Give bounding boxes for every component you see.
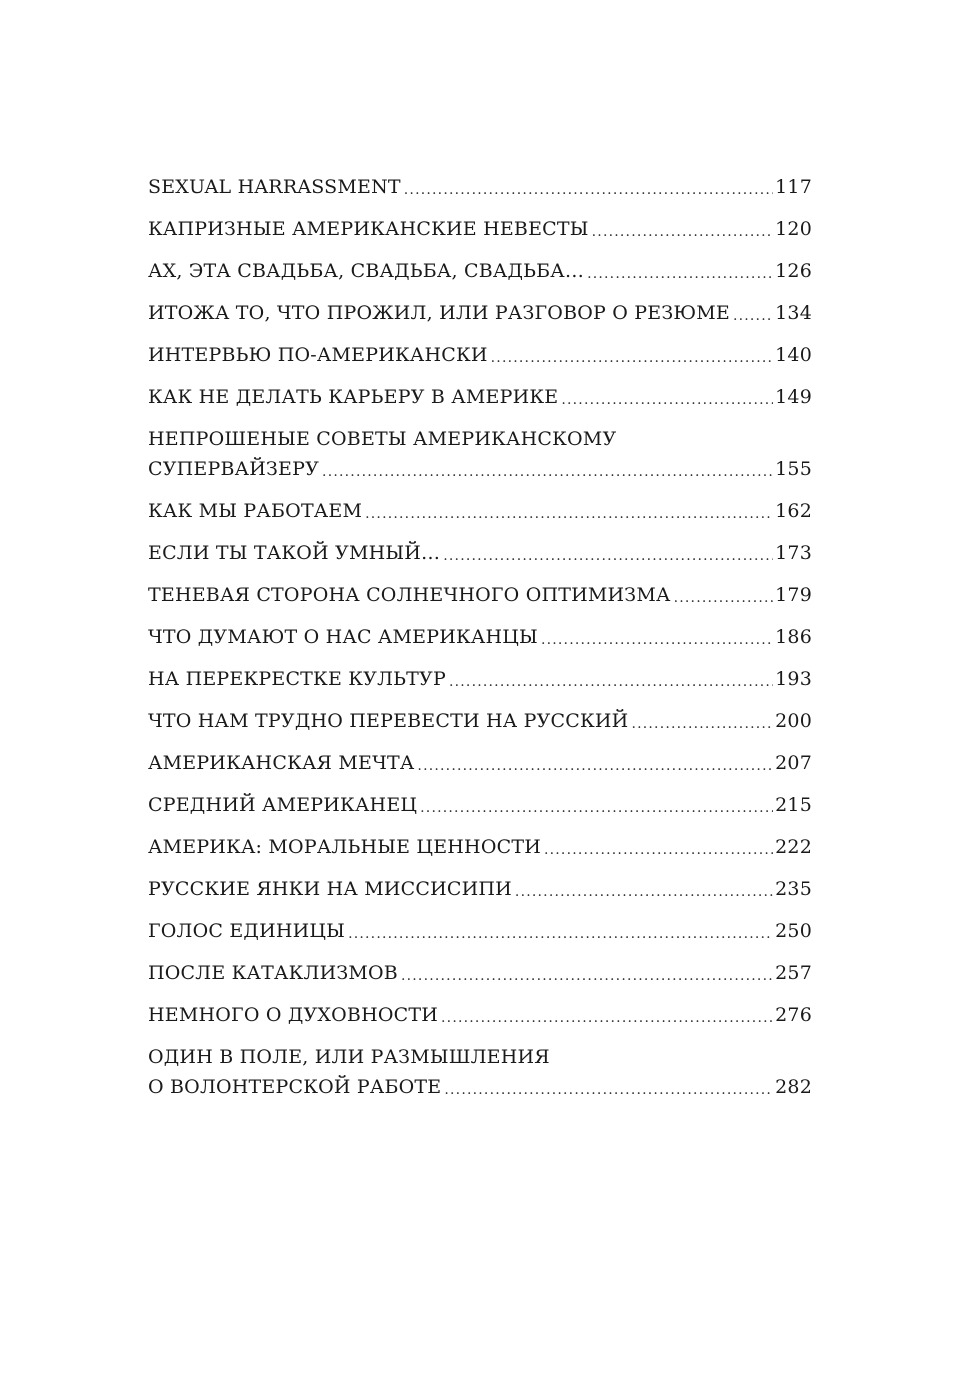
toc-row xyxy=(148,664,812,694)
toc-row xyxy=(148,790,812,820)
toc-entry-page: 134 xyxy=(775,302,812,324)
toc-entry[interactable] xyxy=(148,424,812,484)
toc-entry-title: ИТОЖА ТО, ЧТО ПРОЖИЛ, ИЛИ РАЗГОВОР О РЕЗЮМЕ xyxy=(148,302,730,324)
toc-row xyxy=(148,958,812,988)
toc-entry-title: ЕСЛИ ТЫ ТАКОЙ УМНЫЙ… xyxy=(148,542,441,564)
toc-entry-title: КАК НЕ ДЕЛАТЬ КАРЬЕРУ В АМЕРИКЕ xyxy=(148,386,559,408)
dot-leader xyxy=(544,832,773,862)
toc-entry-title: НА ПЕРЕКРЕСТКЕ КУЛЬТУР xyxy=(148,668,446,690)
toc-row xyxy=(148,1072,812,1102)
toc-entry-title: О ВОЛОНТЕРСКОЙ РАБОТЕ xyxy=(148,1076,442,1098)
dot-leader xyxy=(631,706,773,736)
toc-entry[interactable] xyxy=(148,1000,812,1030)
dot-leader xyxy=(444,1072,773,1102)
dot-leader xyxy=(420,790,773,820)
toc-entry[interactable] xyxy=(148,382,812,412)
toc-entry-title: КАПРИЗНЫЕ АМЕРИКАНСКИЕ НЕВЕСТЫ xyxy=(148,218,589,240)
dot-leader xyxy=(443,538,773,568)
dot-leader xyxy=(515,874,773,904)
toc-row xyxy=(148,538,812,568)
toc-row xyxy=(148,454,812,484)
toc-entry-title: ИНТЕРВЬЮ ПО-АМЕРИКАНСКИ xyxy=(148,344,488,366)
toc-entry[interactable] xyxy=(148,748,812,778)
toc-entry-page: 235 xyxy=(775,878,812,900)
toc-row xyxy=(148,256,812,286)
toc-entry-title: ТЕНЕВАЯ СТОРОНА СОЛНЕЧНОГО ОПТИМИЗМА xyxy=(148,584,671,606)
toc-entry-title: АХ, ЭТА СВАДЬБА, СВАДЬБА, СВАДЬБА… xyxy=(148,260,585,282)
toc-entry-title-line1: НЕПРОШЕНЫЕ СОВЕТЫ АМЕРИКАНСКОМУ xyxy=(148,428,617,450)
toc-entry[interactable] xyxy=(148,538,812,568)
toc-row xyxy=(148,382,812,412)
toc-entry-page: 149 xyxy=(775,386,812,408)
toc-row xyxy=(148,832,812,862)
toc-entry-page: 282 xyxy=(775,1076,812,1098)
toc-entry[interactable] xyxy=(148,340,812,370)
toc-entry-title: SEXUAL HARRASSMENT xyxy=(148,176,401,198)
toc-entry-page: 207 xyxy=(775,752,812,774)
toc-entry-page: 200 xyxy=(775,710,812,732)
toc-entry[interactable] xyxy=(148,874,812,904)
toc-entry[interactable] xyxy=(148,580,812,610)
toc-entry-title: ГОЛОС ЕДИНИЦЫ xyxy=(148,920,346,942)
toc-entry[interactable] xyxy=(148,958,812,988)
toc-entry-page: 250 xyxy=(775,920,812,942)
toc-entry-title: ПОСЛЕ КАТАКЛИЗМОВ xyxy=(148,962,398,984)
toc-row xyxy=(148,298,812,328)
dot-leader xyxy=(541,622,773,652)
toc-row xyxy=(148,580,812,610)
toc-row xyxy=(148,622,812,652)
toc-entry-page: 117 xyxy=(775,176,812,198)
dot-leader xyxy=(417,748,773,778)
toc-entry-page: 222 xyxy=(775,836,812,858)
toc-row xyxy=(148,214,812,244)
dot-leader xyxy=(404,172,773,202)
toc-entry[interactable] xyxy=(148,916,812,946)
toc-entry-title: ЧТО ДУМАЮТ О НАС АМЕРИКАНЦЫ xyxy=(148,626,538,648)
toc-entry[interactable] xyxy=(148,496,812,526)
toc-row xyxy=(148,340,812,370)
toc-row xyxy=(148,874,812,904)
toc-entry-page: 126 xyxy=(775,260,812,282)
toc-entry[interactable] xyxy=(148,790,812,820)
toc-entry-page: 186 xyxy=(775,626,812,648)
dot-leader xyxy=(449,664,773,694)
toc-row xyxy=(148,496,812,526)
toc-entry[interactable] xyxy=(148,256,812,286)
toc-entry[interactable] xyxy=(148,1042,812,1102)
toc-row xyxy=(148,706,812,736)
toc-entry-title-line1: ОДИН В ПОЛЕ, ИЛИ РАЗМЫШЛЕНИЯ xyxy=(148,1046,550,1068)
toc-entry-title: НЕМНОГО О ДУХОВНОСТИ xyxy=(148,1004,439,1026)
toc-entry-page: 257 xyxy=(775,962,812,984)
toc-entry-page: 276 xyxy=(775,1004,812,1026)
dot-leader xyxy=(441,1000,773,1030)
toc-entry-title: АМЕРИКА: МОРАЛЬНЫЕ ЦЕННОСТИ xyxy=(148,836,541,858)
toc-row xyxy=(148,172,812,202)
toc-entry-page: 193 xyxy=(775,668,812,690)
toc-entry-page: 215 xyxy=(775,794,812,816)
toc-entry-title: КАК МЫ РАБОТАЕМ xyxy=(148,500,363,522)
dot-leader xyxy=(348,916,773,946)
toc-entry-page: 120 xyxy=(775,218,812,240)
dot-leader xyxy=(587,256,773,286)
dot-leader xyxy=(401,958,773,988)
toc-entry[interactable] xyxy=(148,832,812,862)
toc-entry-title: АМЕРИКАНСКАЯ МЕЧТА xyxy=(148,752,415,774)
toc-entry-title: СРЕДНИЙ АМЕРИКАНЕЦ xyxy=(148,794,418,816)
toc-entry[interactable] xyxy=(148,298,812,328)
toc-entry[interactable] xyxy=(148,172,812,202)
dot-leader xyxy=(592,214,773,244)
toc-entry-title: РУССКИЕ ЯНКИ НА МИССИСИПИ xyxy=(148,878,512,900)
toc-entry[interactable] xyxy=(148,706,812,736)
dot-leader xyxy=(365,496,773,526)
toc-entry-page: 173 xyxy=(775,542,812,564)
dot-leader xyxy=(733,298,773,328)
table-of-contents xyxy=(148,172,812,1114)
toc-entry-title: СУПЕРВАЙЗЕРУ xyxy=(148,458,320,480)
toc-row xyxy=(148,748,812,778)
toc-row xyxy=(148,916,812,946)
dot-leader xyxy=(322,454,773,484)
dot-leader xyxy=(674,580,774,610)
toc-entry-page: 162 xyxy=(775,500,812,522)
toc-entry[interactable] xyxy=(148,664,812,694)
toc-entry-page: 179 xyxy=(775,584,812,606)
toc-entry[interactable] xyxy=(148,622,812,652)
toc-entry[interactable] xyxy=(148,214,812,244)
toc-entry-page: 140 xyxy=(775,344,812,366)
dot-leader xyxy=(491,340,773,370)
toc-entry-page: 155 xyxy=(775,458,812,480)
toc-row xyxy=(148,1000,812,1030)
dot-leader xyxy=(561,382,773,412)
toc-entry-title: ЧТО НАМ ТРУДНО ПЕРЕВЕСТИ НА РУССКИЙ xyxy=(148,710,629,732)
